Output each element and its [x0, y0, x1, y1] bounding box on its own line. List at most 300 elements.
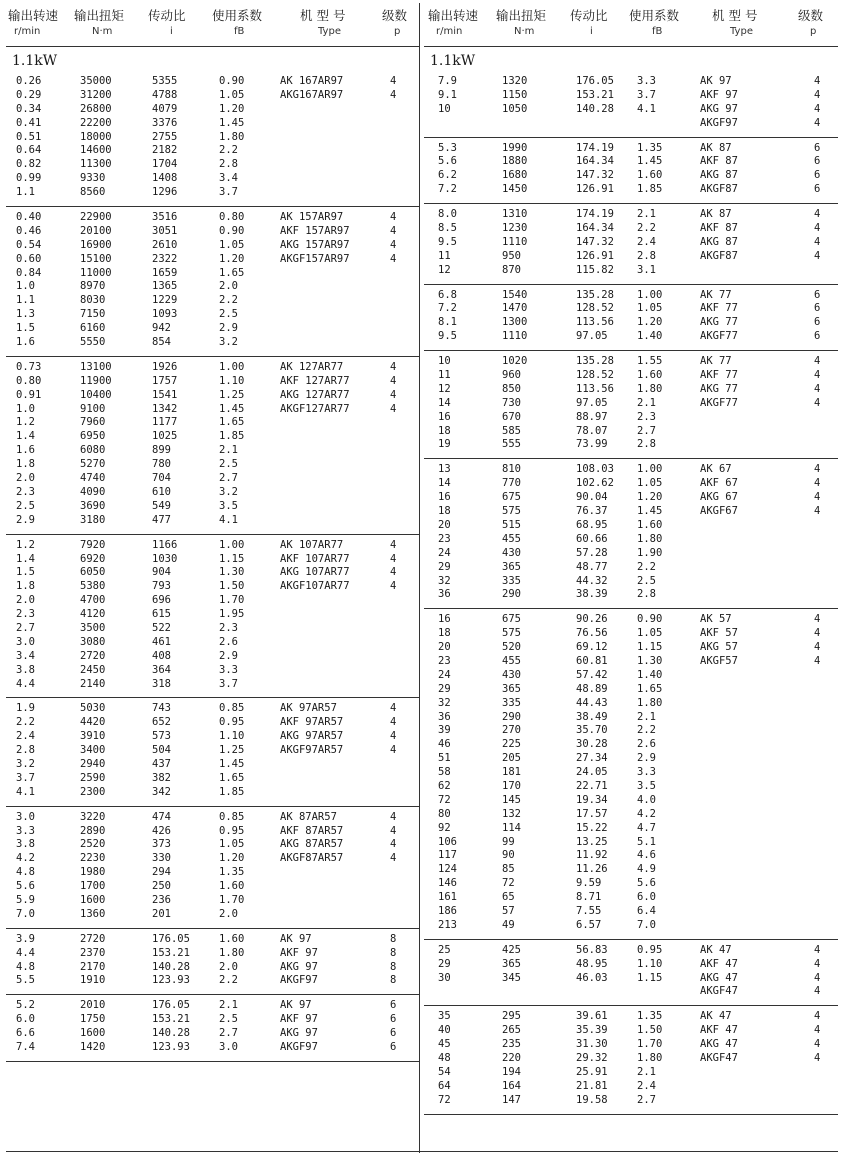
cell-ratio: 1030 [152, 552, 178, 565]
cell-torque: 585 [502, 424, 521, 437]
cell-service-factor: 1.20 [637, 491, 663, 504]
cell-torque: 345 [502, 971, 521, 984]
cell-speed: 0.51 [16, 130, 42, 143]
unit-service-factor: fB [652, 26, 663, 37]
cell-ratio: 39.61 [576, 1010, 608, 1023]
cell-speed: 1.9 [16, 702, 35, 715]
cell-type: AKGF47 [700, 985, 738, 998]
cell-service-factor: 1.80 [637, 532, 663, 545]
cell-ratio: 610 [152, 485, 171, 498]
cell-torque: 11900 [80, 374, 112, 387]
cell-service-factor: 1.70 [219, 893, 245, 906]
cell-ratio: 147.32 [576, 235, 614, 248]
cell-type: AKF 157AR97 [280, 224, 350, 237]
cell-speed: 2.0 [16, 594, 35, 607]
cell-speed: 30 [438, 971, 451, 984]
cell-service-factor: 3.3 [219, 663, 238, 676]
cell-torque: 7960 [80, 416, 106, 429]
cell-poles: 6 [814, 288, 821, 301]
cell-torque: 1600 [80, 1027, 106, 1040]
cell-speed: 3.7 [16, 771, 35, 784]
right-table [424, 0, 838, 1150]
cell-speed: 3.3 [16, 824, 35, 837]
cell-service-factor: 1.05 [637, 627, 663, 640]
cell-ratio: 19.58 [576, 1093, 608, 1106]
cell-service-factor: 4.6 [637, 849, 656, 862]
cell-service-factor: 1.50 [219, 580, 245, 593]
cell-torque: 430 [502, 546, 521, 559]
table-row [6, 500, 420, 514]
table-row [424, 1080, 838, 1094]
cell-torque: 181 [502, 766, 521, 779]
cell-service-factor: 2.8 [637, 438, 656, 451]
cell-ratio: 153.21 [152, 1013, 190, 1026]
cell-speed: 0.84 [16, 266, 42, 279]
table-row [424, 863, 838, 877]
cell-torque: 3180 [80, 513, 106, 526]
cell-torque: 2370 [80, 946, 106, 959]
cell-poles: 4 [390, 360, 397, 373]
cell-service-factor: 0.80 [219, 211, 245, 224]
cell-poles: 6 [814, 183, 821, 196]
cell-ratio: 153.21 [152, 946, 190, 959]
cell-torque: 2010 [80, 999, 106, 1012]
cell-torque: 1750 [80, 1013, 106, 1026]
cell-service-factor: 1.05 [219, 238, 245, 251]
cell-service-factor: 1.90 [637, 546, 663, 559]
cell-speed: 161 [438, 891, 457, 904]
cell-poles: 4 [390, 238, 397, 251]
cell-speed: 7.2 [438, 302, 457, 315]
cell-ratio: 57.42 [576, 668, 608, 681]
cell-torque: 555 [502, 438, 521, 451]
cell-torque: 26800 [80, 102, 112, 115]
cell-service-factor: 1.65 [219, 266, 245, 279]
cell-service-factor: 2.2 [637, 560, 656, 573]
cell-torque: 1320 [502, 75, 528, 87]
table-row [424, 1052, 838, 1066]
header-poles: 级数 [382, 8, 408, 23]
power-rating: 1.1kW [430, 53, 476, 69]
cell-torque: 65 [502, 891, 515, 904]
model-group [6, 698, 420, 806]
cell-speed: 32 [438, 574, 451, 587]
table-row [6, 280, 420, 294]
cell-service-factor: 1.25 [219, 388, 245, 401]
cell-service-factor: 2.0 [219, 280, 238, 293]
cell-torque: 5380 [80, 580, 106, 593]
cell-ratio: 44.32 [576, 574, 608, 587]
table-row [6, 322, 420, 336]
cell-speed: 2.8 [16, 744, 35, 757]
cell-type: AKG 107AR77 [280, 566, 350, 579]
table-row [424, 944, 838, 958]
cell-torque: 15100 [80, 252, 112, 265]
cell-speed: 18 [438, 505, 451, 518]
cell-torque: 90 [502, 849, 515, 862]
cell-speed: 5.5 [16, 974, 35, 987]
cell-service-factor: 7.0 [637, 918, 656, 931]
cell-type: AK 47 [700, 943, 732, 956]
cell-poles: 4 [814, 1038, 821, 1051]
cell-ratio: 9.59 [576, 877, 602, 890]
cell-service-factor: 0.95 [637, 943, 663, 956]
cell-service-factor: 1.70 [637, 1038, 663, 1051]
cell-speed: 19 [438, 438, 451, 451]
cell-ratio: 30.28 [576, 738, 608, 751]
cell-service-factor: 1.45 [219, 402, 245, 415]
cell-speed: 1.0 [16, 402, 35, 415]
left-table [6, 0, 420, 1150]
cell-torque: 675 [502, 491, 521, 504]
cell-torque: 1880 [502, 155, 528, 168]
cell-torque: 575 [502, 627, 521, 640]
cell-speed: 1.3 [16, 308, 35, 321]
cell-type: AKG 97 [280, 960, 318, 973]
cell-service-factor: 2.5 [219, 308, 238, 321]
table-row [424, 302, 838, 316]
cell-ratio: 21.81 [576, 1079, 608, 1092]
cell-speed: 1.4 [16, 552, 35, 565]
cell-service-factor: 1.35 [219, 866, 245, 879]
cell-ratio: 147.32 [576, 169, 614, 182]
cell-speed: 1.6 [16, 336, 35, 349]
table-row [6, 825, 420, 839]
cell-type: AKGF77 [700, 330, 738, 343]
cell-type: AKGF47 [700, 1052, 738, 1064]
cell-ratio: 140.28 [576, 102, 614, 115]
header-speed: 输出转速 [428, 8, 479, 23]
unit-speed: r/min [14, 26, 41, 37]
cell-speed: 213 [438, 918, 457, 931]
cell-ratio: 2755 [152, 130, 178, 143]
table-row [6, 131, 420, 145]
cell-torque: 13100 [80, 360, 112, 373]
cell-type: AKGF127AR77 [280, 402, 350, 415]
cell-service-factor: 1.60 [219, 880, 245, 893]
cell-speed: 0.80 [16, 374, 42, 387]
cell-ratio: 11.26 [576, 863, 608, 876]
cell-torque: 1300 [502, 316, 528, 329]
cell-torque: 7920 [80, 538, 106, 551]
cell-speed: 36 [438, 710, 451, 723]
table-row [6, 744, 420, 758]
column-divider [419, 3, 420, 1153]
cell-speed: 3.0 [16, 635, 35, 648]
cell-torque: 455 [502, 532, 521, 545]
cell-type: AKF 97 [700, 88, 738, 101]
cell-speed: 0.73 [16, 360, 42, 373]
cell-poles: 4 [814, 627, 821, 640]
table-row [424, 794, 838, 808]
cell-torque: 8970 [80, 280, 106, 293]
cell-type: AK 97 [280, 999, 312, 1012]
cell-speed: 46 [438, 738, 451, 751]
cell-service-factor: 3.0 [219, 1041, 238, 1053]
cell-speed: 0.46 [16, 224, 42, 237]
cell-service-factor: 2.7 [637, 1093, 656, 1106]
header-type: 机 型 号 [300, 8, 346, 23]
cell-poles: 6 [814, 330, 821, 343]
cell-ratio: 35.39 [576, 1024, 608, 1037]
cell-speed: 1.4 [16, 430, 35, 443]
cell-speed: 186 [438, 904, 457, 917]
table-row [424, 289, 838, 303]
table-row [6, 880, 420, 894]
table-row [6, 75, 420, 89]
table-row [6, 838, 420, 852]
cell-ratio: 477 [152, 513, 171, 526]
cell-ratio: 330 [152, 852, 171, 865]
cell-type: AKG167AR97 [280, 88, 344, 101]
cell-speed: 5.6 [16, 880, 35, 893]
cell-poles: 4 [814, 971, 821, 984]
cell-service-factor: 2.5 [637, 574, 656, 587]
table-row [6, 947, 420, 961]
cell-type: AKGF67 [700, 505, 738, 518]
table-row [6, 225, 420, 239]
table-row [424, 250, 838, 264]
cell-torque: 425 [502, 943, 521, 956]
cell-torque: 5270 [80, 458, 106, 471]
table-row [6, 553, 420, 567]
cell-torque: 2300 [80, 785, 106, 798]
cell-speed: 16 [438, 613, 451, 626]
cell-torque: 72 [502, 877, 515, 890]
cell-service-factor: 1.80 [219, 946, 245, 959]
cell-ratio: 31.30 [576, 1038, 608, 1051]
cell-ratio: 115.82 [576, 263, 614, 276]
table-row [424, 103, 838, 117]
cell-poles: 4 [814, 75, 821, 87]
cell-ratio: 164.34 [576, 155, 614, 168]
cell-service-factor: 1.20 [219, 252, 245, 265]
cell-service-factor: 3.7 [219, 186, 238, 199]
cell-service-factor: 2.9 [219, 322, 238, 335]
cell-torque: 18000 [80, 130, 112, 143]
cell-ratio: 25.91 [576, 1065, 608, 1078]
cell-speed: 29 [438, 957, 451, 970]
cell-speed: 0.91 [16, 388, 42, 401]
table-row [6, 89, 420, 103]
cell-ratio: 108.03 [576, 463, 614, 476]
cell-ratio: 4079 [152, 102, 178, 115]
cell-speed: 2.2 [16, 716, 35, 729]
unit-poles: p [810, 26, 817, 37]
cell-torque: 14600 [80, 144, 112, 157]
cell-service-factor: 1.05 [219, 838, 245, 851]
cell-speed: 12 [438, 263, 451, 276]
table-row [6, 608, 420, 622]
cell-speed: 11 [438, 249, 451, 262]
table-row [424, 519, 838, 533]
cell-service-factor: 2.1 [637, 208, 656, 221]
model-group [6, 207, 420, 357]
cell-type: AKGF87 [700, 249, 738, 262]
header-ratio: 传动比 [148, 8, 186, 23]
cell-torque: 3690 [80, 499, 106, 512]
cell-service-factor: 1.80 [637, 1052, 663, 1064]
cell-speed: 40 [438, 1024, 451, 1037]
cell-torque: 57 [502, 904, 515, 917]
table-row [6, 974, 420, 988]
cell-speed: 4.4 [16, 677, 35, 690]
cell-speed: 20 [438, 641, 451, 654]
cell-ratio: 57.28 [576, 546, 608, 559]
cell-torque: 6160 [80, 322, 106, 335]
cell-type: AK 157AR97 [280, 211, 344, 224]
cell-poles: 4 [814, 491, 821, 504]
cell-torque: 575 [502, 505, 521, 518]
model-group [424, 351, 838, 459]
table-row [424, 142, 838, 156]
cell-type: AKGF97 [280, 974, 318, 987]
cell-speed: 3.0 [16, 810, 35, 823]
cell-type: AKG 47 [700, 971, 738, 984]
cell-ratio: 1166 [152, 538, 178, 551]
cell-torque: 1360 [80, 907, 106, 920]
cell-type: AKG 87 [700, 169, 738, 182]
table-row [6, 458, 420, 472]
cell-torque: 22200 [80, 116, 112, 129]
cell-type: AKGF87AR57 [280, 852, 344, 865]
cell-speed: 72 [438, 1093, 451, 1106]
cell-service-factor: 5.6 [637, 877, 656, 890]
cell-service-factor: 4.2 [637, 807, 656, 820]
table-row [424, 683, 838, 697]
cell-poles: 4 [814, 208, 821, 221]
cell-torque: 520 [502, 641, 521, 654]
cell-poles: 6 [814, 141, 821, 154]
cell-speed: 4.1 [16, 785, 35, 798]
cell-torque: 870 [502, 263, 521, 276]
table-row [6, 539, 420, 553]
cell-speed: 2.7 [16, 621, 35, 634]
cell-poles: 4 [390, 538, 397, 551]
header-speed: 输出转速 [8, 8, 59, 23]
cell-ratio: 135.28 [576, 288, 614, 301]
cell-speed: 9.5 [438, 330, 457, 343]
cell-ratio: 1757 [152, 374, 178, 387]
table-row [6, 678, 420, 692]
cell-torque: 850 [502, 382, 521, 395]
table-row [424, 491, 838, 505]
cell-ratio: 13.25 [576, 835, 608, 848]
cell-ratio: 899 [152, 444, 171, 457]
cell-ratio: 126.91 [576, 183, 614, 196]
cell-speed: 2.3 [16, 608, 35, 621]
cell-speed: 36 [438, 588, 451, 601]
cell-speed: 54 [438, 1065, 451, 1078]
cell-service-factor: 2.6 [219, 635, 238, 648]
cell-torque: 49 [502, 918, 515, 931]
cell-ratio: 6.57 [576, 918, 602, 931]
cell-poles: 4 [390, 730, 397, 743]
cell-service-factor: 1.15 [637, 641, 663, 654]
cell-type: AKG 87 [700, 235, 738, 248]
table-row [424, 222, 838, 236]
cell-torque: 10400 [80, 388, 112, 401]
cell-ratio: 76.56 [576, 627, 608, 640]
cell-ratio: 522 [152, 621, 171, 634]
table-row [424, 766, 838, 780]
cell-speed: 0.41 [16, 116, 42, 129]
cell-ratio: 78.07 [576, 424, 608, 437]
table-row [424, 397, 838, 411]
cell-service-factor: 0.95 [219, 824, 245, 837]
cell-service-factor: 1.60 [637, 369, 663, 382]
cell-torque: 9330 [80, 172, 106, 185]
cell-torque: 31200 [80, 88, 112, 101]
table-row [424, 919, 838, 933]
cell-torque: 365 [502, 957, 521, 970]
table-row [6, 117, 420, 131]
cell-ratio: 174.19 [576, 208, 614, 221]
cell-ratio: 69.12 [576, 641, 608, 654]
table-row [424, 958, 838, 972]
cell-torque: 3500 [80, 621, 106, 634]
cell-poles: 4 [390, 852, 397, 865]
table-row [6, 1027, 420, 1041]
cell-speed: 48 [438, 1052, 451, 1064]
table-row [424, 155, 838, 169]
table-row [6, 908, 420, 922]
cell-speed: 80 [438, 807, 451, 820]
cell-type: AKGF157AR97 [280, 252, 350, 265]
table-row [6, 1013, 420, 1027]
cell-torque: 235 [502, 1038, 521, 1051]
cell-speed: 8.1 [438, 316, 457, 329]
table-row [424, 780, 838, 794]
cell-service-factor: 6.4 [637, 904, 656, 917]
cell-speed: 8.5 [438, 222, 457, 235]
table-row [424, 697, 838, 711]
cell-service-factor: 2.8 [219, 158, 238, 171]
header-torque: 输出扭矩 [496, 8, 547, 23]
table-row [424, 89, 838, 103]
unit-torque: N·m [514, 26, 535, 37]
cell-ratio: 904 [152, 566, 171, 579]
cell-torque: 810 [502, 463, 521, 476]
cell-torque: 1980 [80, 866, 106, 879]
cell-service-factor: 3.5 [637, 779, 656, 792]
cell-service-factor: 2.2 [219, 144, 238, 157]
cell-speed: 10 [438, 102, 451, 115]
cell-ratio: 294 [152, 866, 171, 879]
cell-torque: 220 [502, 1052, 521, 1064]
cell-type: AKF 47 [700, 957, 738, 970]
cell-service-factor: 0.90 [219, 224, 245, 237]
cell-speed: 4.2 [16, 852, 35, 865]
cell-ratio: 549 [152, 499, 171, 512]
table-row [424, 905, 838, 919]
cell-service-factor: 2.5 [219, 458, 238, 471]
cell-speed: 2.3 [16, 485, 35, 498]
cell-ratio: 140.28 [152, 1027, 190, 1040]
cell-ratio: 342 [152, 785, 171, 798]
cell-ratio: 250 [152, 880, 171, 893]
table-row [424, 505, 838, 519]
model-group [424, 1006, 838, 1114]
cell-type: AK 97AR57 [280, 702, 337, 715]
cell-torque: 114 [502, 821, 521, 834]
cell-poles: 6 [390, 1013, 397, 1026]
cell-service-factor: 1.15 [219, 552, 245, 565]
cell-service-factor: 1.20 [637, 316, 663, 329]
table-row [424, 547, 838, 561]
cell-poles: 4 [390, 252, 397, 265]
cell-torque: 4700 [80, 594, 106, 607]
